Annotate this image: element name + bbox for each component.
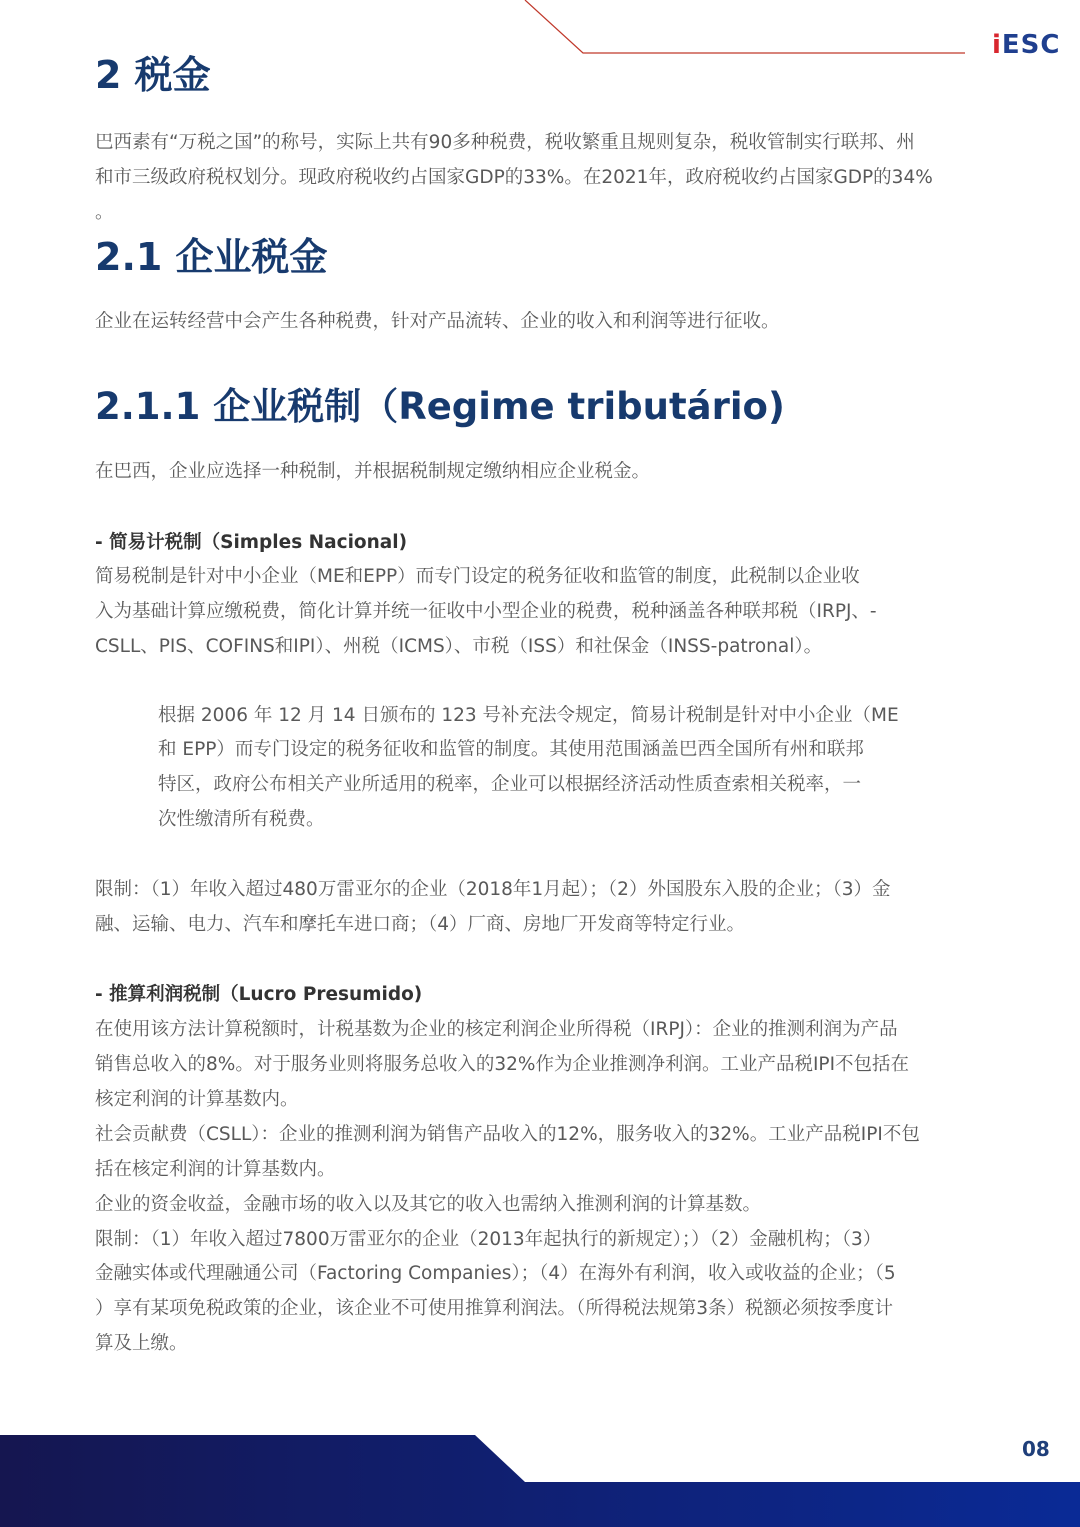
paragraph-line: 算及上缴。 [95, 1333, 188, 1354]
paragraph-line: 企业的资金收益，金融市场的收入以及其它的收入也需纳入推测利润的计算基数。 [95, 1194, 762, 1215]
quote-line: 和 EPP）而专门设定的税务征收和监管的制度。其使用范围涵盖巴西全国所有州和联邦 [158, 739, 864, 760]
paragraph-line: 巴西素有“万税之国”的称号，实际上共有90多种税费，税收繁重且规则复杂，税收管制实行联邦、州 [95, 132, 915, 153]
page-number: 08 [1022, 1437, 1050, 1461]
paragraph-line: 限制：（1）年收入超过7800万雷亚尔的企业（2013年起执行的新规定）；）（2）金融机构；（3） [95, 1229, 882, 1250]
paragraph-line: 。 [95, 202, 114, 223]
paragraph-line: 融、运输、电力、汽车和摩托车进口商；（4）厂商、房地厂开发商等特定行业。 [95, 914, 746, 935]
paragraph-line: 括在核定利润的计算基数内。 [95, 1159, 336, 1180]
simples-title: - 简易计税制（Simples Nacional) [95, 532, 408, 553]
paragraph-line: 和市三级政府税权划分。现政府税收约占国家GDP的33%。在2021年，政府税收约占国家GDP的34% [95, 167, 933, 188]
paragraph-line: 在巴西，企业应选择一种税制，并根据税制规定缴纳相应企业税金。 [95, 461, 651, 482]
paragraph-line: ）享有某项免税政策的企业，该企业不可使用推算利润法。（所得税法规第3条）税额必须按季度计 [95, 1298, 894, 1319]
paragraph-line: 金融实体或代理融通公司（Factoring Companies）；（4）在海外有利润，收入或收益的企业；（5 [95, 1263, 896, 1284]
paragraph-line: 核定利润的计算基数内。 [95, 1089, 299, 1110]
quote-line: 特区，政府公布相关产业所适用的税率，企业可以根据经济活动性质查索相关税率，一 [158, 774, 862, 795]
quote-line: 根据 2006 年 12 月 14 日颁布的 123 号补充法令规定，简易计税制是针对中小企业（ME [158, 705, 899, 726]
paragraph-line: 在使用该方法计算税额时，计税基数为企业的核定利润企业所得税（IRPJ）：企业的推测利润为产品 [95, 1019, 898, 1040]
paragraph-line: 社会贡献费（CSLL）：企业的推测利润为销售产品收入的12%，服务收入的32%。工业产品税IPI不包 [95, 1124, 920, 1145]
footer-band [0, 1430, 1080, 1527]
paragraph-line: 限制：（1）年收入超过480万雷亚尔的企业（2018年1月起）；（2）外国股东入股的企业；（3）金 [95, 879, 891, 900]
quote-line: 次性缴清所有税费。 [158, 809, 325, 830]
heading-corporate-tax: 2.1 企业税金 [95, 235, 328, 279]
paragraph-line: CSLL、PIS、COFINS和IPI）、州税（ICMS）、市税（ISS）和社保金（INSS-patronal）。 [95, 636, 823, 657]
lucro-title: - 推算利润税制（Lucro Presumido) [95, 984, 423, 1005]
paragraph-line: 企业在运转经营中会产生各种税费，针对产品流转、企业的收入和利润等进行征收。 [95, 311, 780, 332]
iesc-logo: iESC [992, 30, 1061, 60]
heading-tax-regime: 2.1.1 企业税制（Regime tributário) [95, 385, 785, 428]
paragraph-line: 销售总收入的8%。对于服务业则将服务总收入的32%作为企业推测净利润。工业产品税IPI不包括在 [95, 1054, 910, 1075]
heading-tax: 2 税金 [95, 53, 211, 97]
paragraph-line: 入为基础计算应缴税费，简化计算并统一征收中小型企业的税费，税种涵盖各种联邦税（IRPJ、- [95, 601, 877, 622]
paragraph-line: 简易税制是针对中小企业（ME和EPP）而专门设定的税务征收和监管的制度，此税制以企业收 [95, 566, 860, 587]
